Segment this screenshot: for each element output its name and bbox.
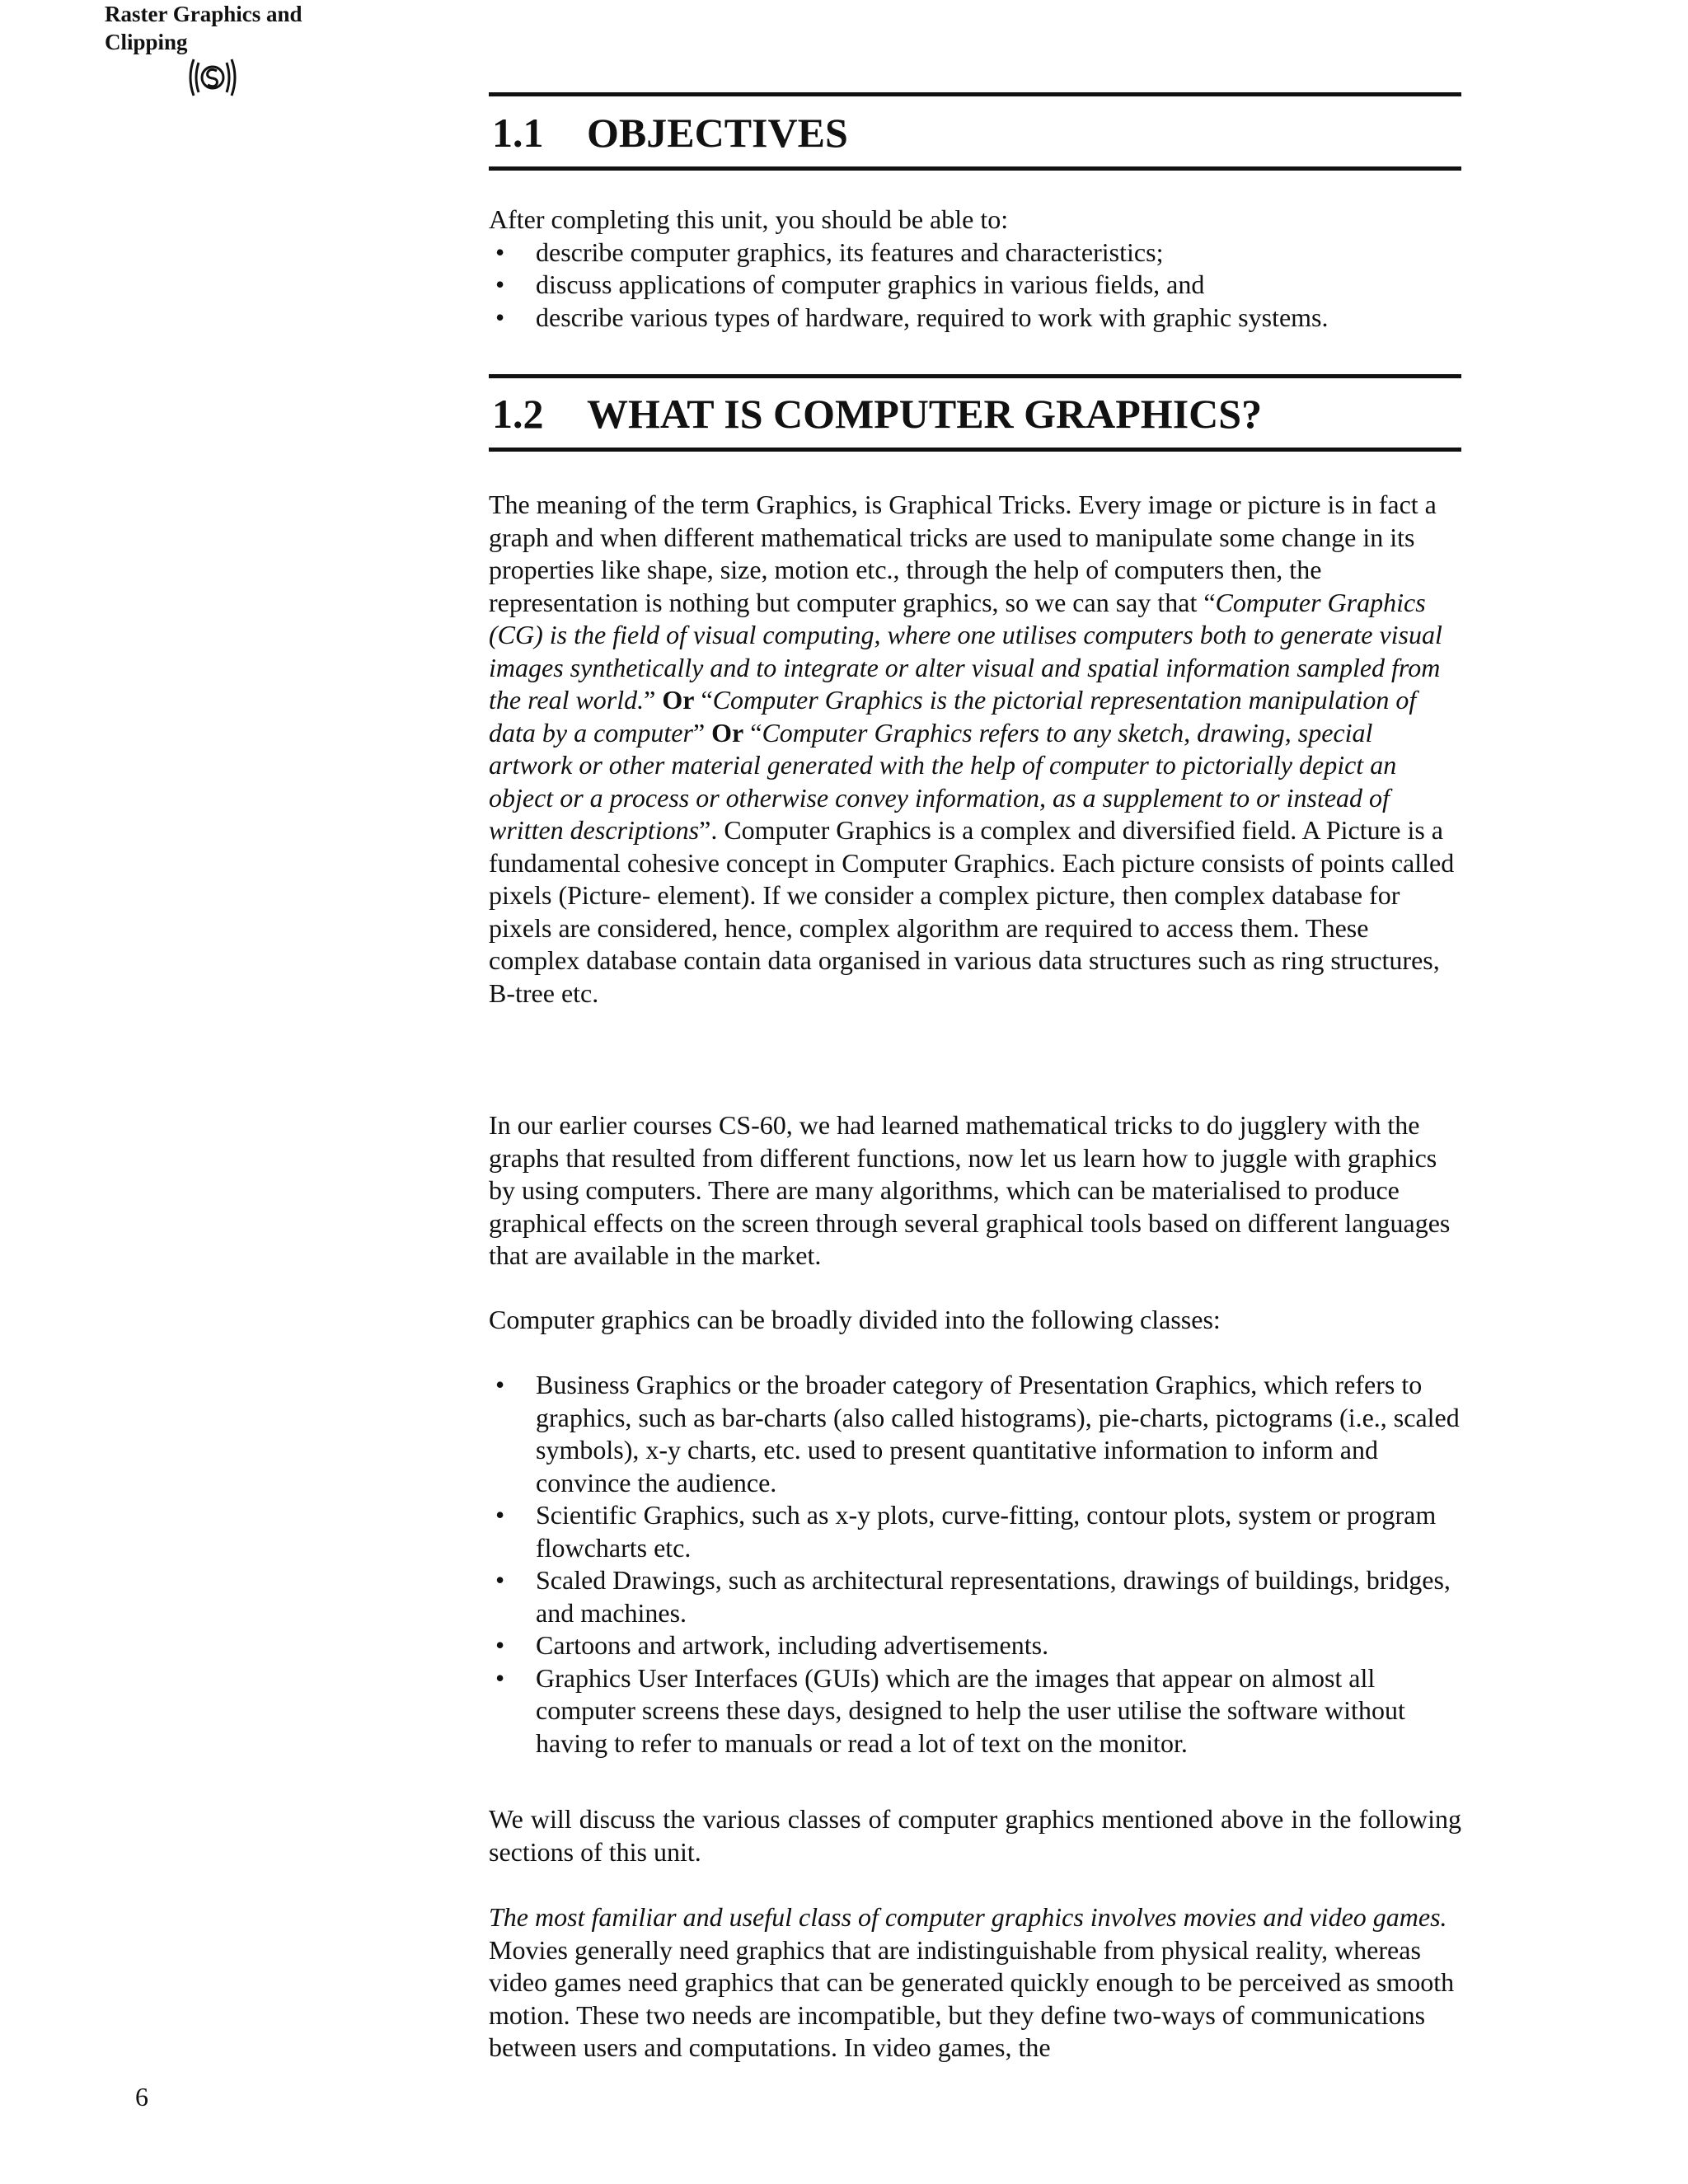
- section-number: 1.1: [492, 110, 544, 156]
- list-item: • Scientific Graphics, such as x-y plots, curve-fitting, contour plots, system or program flowcharts etc.: [489, 1499, 1461, 1564]
- text-run: The meaning of the term Graphics, is Graphical Tricks. Every image or picture is in fact a graph and when different mathematical tricks are used to manipulate some change in its properties like shape, size, motion etc., through the help of computers then, the representation is nothing but computer graphics, so we can say that “: [489, 490, 1437, 617]
- running-header: [105, 0, 302, 56]
- paragraph-classes-intro: [489, 1304, 1461, 1337]
- text-run: “: [743, 717, 762, 748]
- objectives-intro: After completing this unit, you should be able to:: [489, 204, 1009, 234]
- or-label: Or: [662, 685, 695, 715]
- definition-paragraph: [489, 489, 1461, 1010]
- italic-definition: Computer Graphics refers to any sketch, drawing, special artwork or other material generated with the help of computer to pictorially depict an object or a process or otherwise convey information, as a supplement to or instead of written descriptions: [489, 717, 1397, 845]
- paragraph-earlier-courses: [489, 1109, 1461, 1272]
- text-run: ”: [692, 717, 712, 748]
- list-item: • Scaled Drawings, such as architectural representations, drawings of buildings, bridges, and machines.: [489, 1564, 1461, 1629]
- italic-definition: Computer Graphics is the pictorial representation manipulation of data by a computer: [489, 685, 1417, 748]
- section-heading-what-is-cg: [492, 389, 1262, 438]
- paragraph-text: Movies generally need graphics that are indistinguishable from physical reality, whereas video games need graphics that can be generated quickly enough to be perceived as smooth motion. These two needs are incompatible, but they define two-ways of communications between users and computations. In video games, the: [489, 1934, 1455, 2062]
- text-run: ”: [644, 685, 663, 715]
- objective-item: • discuss applications of computer graphics in various fields, and: [489, 269, 1461, 302]
- section-rule-bottom: [489, 448, 1461, 452]
- list-item: • Cartoons and artwork, including advertisements.: [489, 1629, 1461, 1662]
- section-rule-top: [489, 92, 1461, 96]
- italic-lead: The most familiar and useful class of computer graphics involves movies and video games.: [489, 1902, 1447, 1932]
- running-header-line-1: Raster Graphics and: [105, 2, 302, 26]
- section-number: 1.2: [492, 391, 544, 437]
- section-rule-bottom: [489, 166, 1461, 171]
- section-heading-objectives: [492, 108, 848, 157]
- objective-item: • describe computer graphics, its features and characteristics;: [489, 237, 1461, 269]
- university-emblem-icon: [187, 56, 238, 99]
- objectives-block: [489, 204, 1461, 334]
- paragraph-discuss: [489, 1803, 1461, 1868]
- list-item: • Business Graphics or the broader category of Presentation Graphics, which refers to graphics, such as bar-charts (also called histograms), pie-charts, pictograms (i.e., scaled symbols), x-y charts, etc. used to present quantitative information to inform and convince the audience.: [489, 1369, 1461, 1499]
- text-run: ”. Computer Graphics is a complex and diversified field. A Picture is a fundamental cohesive concept in Computer Graphics. Each picture consists of points called pixels (Picture- element). If we consider a complex picture, then complex database for pixels are considered, hence, complex algorithm are required to access them. These complex database contain data organised in various data structures such as ring structures,: [489, 815, 1455, 975]
- or-label: Or: [711, 717, 744, 748]
- objective-item: • describe various types of hardware, required to work with graphic systems.: [489, 302, 1461, 335]
- classes-list: [489, 1369, 1461, 1760]
- text-run: B-tree etc.: [489, 977, 599, 1008]
- paragraph-movies-games: [489, 1901, 1461, 2064]
- section-rule-top: [489, 374, 1461, 378]
- section-title: OBJECTIVES: [587, 110, 848, 156]
- running-header-line-2: Clipping: [105, 30, 188, 54]
- paragraph-text: Computer graphics can be broadly divided into the following classes:: [489, 1305, 1221, 1334]
- page-number: 6: [135, 2082, 148, 2111]
- paragraph-text: We will discuss the various classes of computer graphics mentioned above in the following sections of this unit.: [489, 1804, 1461, 1867]
- italic-definition: Computer Graphics (CG) is the field of visual computing, where one utilises computers both to generate visual images synthetically and to integrate or alter visual and spatial information sampled from the real world.: [489, 587, 1442, 715]
- text-run: “: [694, 685, 713, 715]
- section-title: WHAT IS COMPUTER GRAPHICS?: [587, 391, 1263, 437]
- list-item: • Graphics User Interfaces (GUIs) which are the images that appear on almost all computer screens these days, designed to help the user utilise the software without having to refer to manuals or read a lot of text on the monitor.: [489, 1662, 1461, 1760]
- paragraph-text: In our earlier courses CS-60, we had learned mathematical tricks to do jugglery with the graphs that resulted from different functions, now let us learn how to juggle with graphics by using computers. There are many algorithms, which can be materialised to produce graphical effects on the screen through several graphical tools based on different languages that are available in the market.: [489, 1110, 1451, 1270]
